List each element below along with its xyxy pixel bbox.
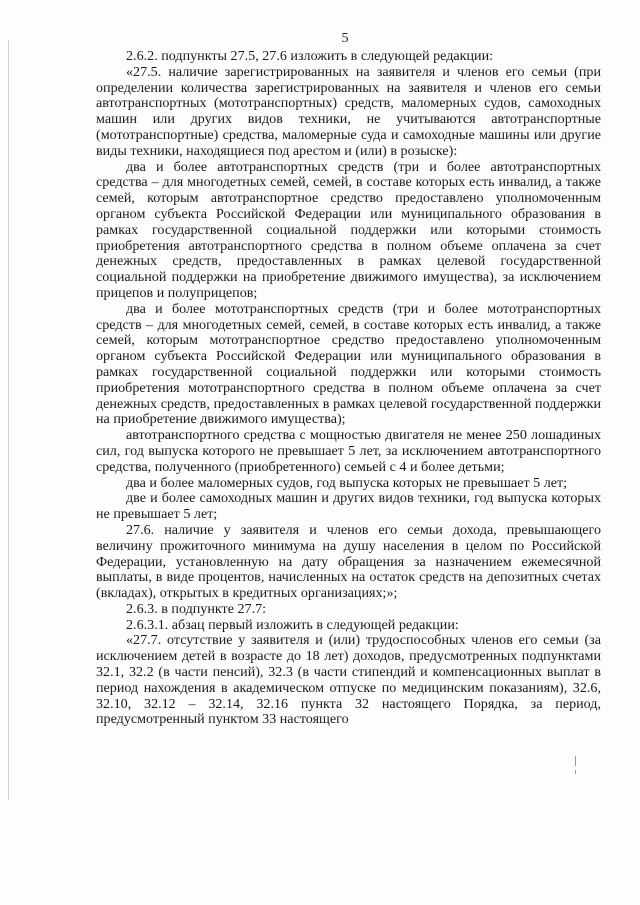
scan-edge-line: [8, 40, 9, 800]
page-number: 5: [341, 31, 349, 46]
scan-artifact-mark: [575, 756, 576, 766]
paragraph-27-7: «27.7. отсутствие у заявителя и (или) трудоспособных членов его семьи (за исключением детей в возрасте до 18 лет) доходов, предусмотренных подпунктами 32.1, 32.2 (в части пенсий), 32.3 (в части стипендий и компенсационных выплат в период нахождения в академическом отпуске по медицинским показаниям), 32.6, 32.10, 32.12 – 32.14, 32.16 пункта 32 настоящего Порядка, за период, предусмотренный пунктом 33 настоящего: [96, 632, 601, 728]
paragraph-engine-power: автотранспортного средства с мощностью двигателя не менее 250 лошадиных сил, год выпуска которого не превышает 5 лет, за исключением автотранспортного средства, полученного (приобретенного) семьей с 4 и более детьми;: [96, 427, 601, 475]
paragraph-automobiles: два и более автотранспортных средств (три и более автотранспортных средства – для многодетных семей, семей, в составе которых есть инвалид, а также семей, которым автотранспортное средство предоставлено уполномоченным органом субъекта Российской Федерации или муниципального образования в рамках государственной социальной поддержки или которыми стоимость приобретения автотранспортного средства в полном объеме оплачена за счет денежных средств, предоставленных в рамках целевой государственной социальной поддержки на приобретение движимого имущества), за исключением прицепов и полуприцепов;: [96, 158, 601, 301]
paragraph-motorcycles: два и более мототранспортных средств (три и более мототранспортных средств – для многодетных семей, семей, в составе которых есть инвалид, а также семей, которым мототранспортное средство предоставлено уполномоченным органом субъекта Российской Федерации или муниципального образования в рамках государственной социальной поддержки или которыми стоимость приобретения мототранспортного средства в полном объеме оплачена за счет денежных средств, предоставленных в рамках целевой государственной поддержки на приобретение движимого имущества);: [96, 300, 601, 428]
paragraph-2-6-3: 2.6.3. в подпункте 27.7:: [126, 600, 267, 617]
document-body: [96, 49, 601, 728]
paragraph-27-6: 27.6. наличие у заявителя и членов его семьи дохода, превышающего величину прожиточного минимума на душу населения в целом по Российской Федерации, установленную на дату обращения за назначением ежемесячной выплаты, в виде процентов, начисленных на остаток средств на депозитных счетах (вкладах), открытых в кредитных организациях;»;: [96, 521, 601, 602]
scan-artifact-mark: [575, 770, 576, 774]
paragraph-2-6-2: 2.6.2. подпункты 27.5, 27.6 изложить в следующей редакции:: [126, 48, 494, 64]
paragraph-2-6-3-1: 2.6.3.1. абзац первый изложить в следующей редакции:: [126, 616, 459, 633]
paragraph-self-propelled: две и более самоходных машин и других видов техники, год выпуска которых не превышает 5 лет;: [96, 490, 601, 523]
paragraph-small-vessels: два и более маломерных судов, год выпуска которых не превышает 5 лет;: [126, 474, 568, 491]
paragraph-27-5: «27.5. наличие зарегистрированных на заявителя и членов его семьи (при определении количества зарегистрированных на заявителя и членов его семьи автотранспортных (мототранспортных) средств, маломерных судов, самоходных машин или других видов техники, не учитываются автотранспортные (мототранспортные) средства, маломерные суда и самоходные машины или другие виды техники, находящиеся под арестом и (или) в розыске):: [96, 63, 601, 159]
